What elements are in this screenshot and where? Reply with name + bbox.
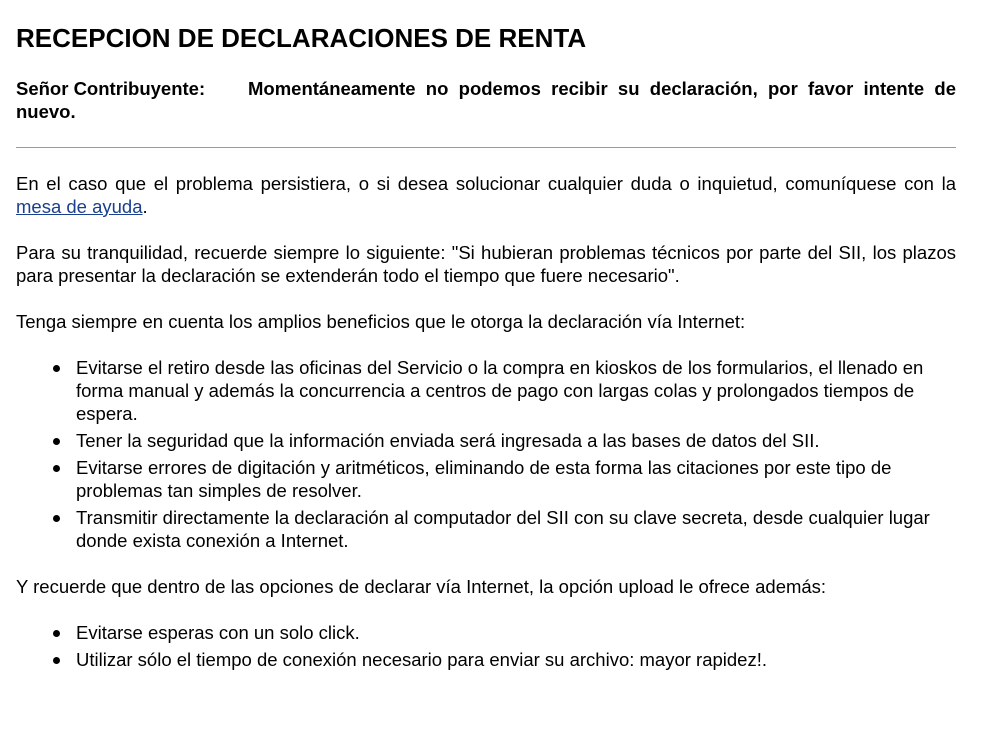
list-item <box>76 648 956 671</box>
bullet-icon <box>53 365 60 372</box>
list-item <box>76 621 956 644</box>
benefits-intro: Tenga siempre en cuenta los amplios beneficios que le otorga la declaración vía Internet: <box>16 311 746 332</box>
list-item-text: Evitarse el retiro desde las oficinas del Servicio o la compra en kioskos de los formularios, el llenado en forma manual y además la concurrencia a centros de pago con largas colas y prolongados tiempos de espera. <box>76 357 924 424</box>
error-notice <box>16 77 956 123</box>
help-text-after: . <box>142 196 148 217</box>
help-text-before: En el caso que el problema persistiera, o si desea solucionar cualquier duda o inquietud, comuníquese con la <box>16 173 956 194</box>
notice-message: Momentáneamente no podemos recibir su declaración, por favor intente de nuevo. <box>16 78 956 122</box>
help-paragraph <box>16 172 956 218</box>
bullet-icon <box>53 657 60 664</box>
divider <box>16 147 956 148</box>
list-item-text: Tener la seguridad que la información enviada será ingresada a las bases de datos del SII. <box>76 430 820 451</box>
reassurance-paragraph: Para su tranquilidad, recuerde siempre lo siguiente: "Si hubieran problemas técnicos por parte del SII, los plazos para presentar la declaración se extenderán todo el tiempo que fuere necesario". <box>16 242 956 286</box>
list-item <box>76 506 956 552</box>
bullet-icon <box>53 465 60 472</box>
page-title: RECEPCION DE DECLARACIONES DE RENTA <box>16 23 587 53</box>
list-item <box>76 356 956 425</box>
list-item-text: Evitarse esperas con un solo click. <box>76 622 360 643</box>
list-item-text: Evitarse errores de digitación y aritméticos, eliminando de esta forma las citaciones por este tipo de problemas tan simples de resolver. <box>76 457 892 501</box>
bullet-icon <box>53 515 60 522</box>
list-item <box>76 456 956 502</box>
benefits-list <box>16 356 956 552</box>
notice-lead: Señor Contribuyente: <box>16 78 206 99</box>
bullet-icon <box>53 630 60 637</box>
help-desk-link[interactable]: mesa de ayuda <box>16 196 143 217</box>
upload-benefits-list <box>16 621 956 671</box>
upload-intro: Y recuerde que dentro de las opciones de declarar vía Internet, la opción upload le ofrece además: <box>16 576 827 597</box>
list-item <box>76 429 956 452</box>
list-item-text: Utilizar sólo el tiempo de conexión necesario para enviar su archivo: mayor rapidez!. <box>76 649 768 670</box>
list-item-text: Transmitir directamente la declaración al computador del SII con su clave secreta, desde cualquier lugar donde exista conexión a Internet. <box>76 507 930 551</box>
bullet-icon <box>53 438 60 445</box>
